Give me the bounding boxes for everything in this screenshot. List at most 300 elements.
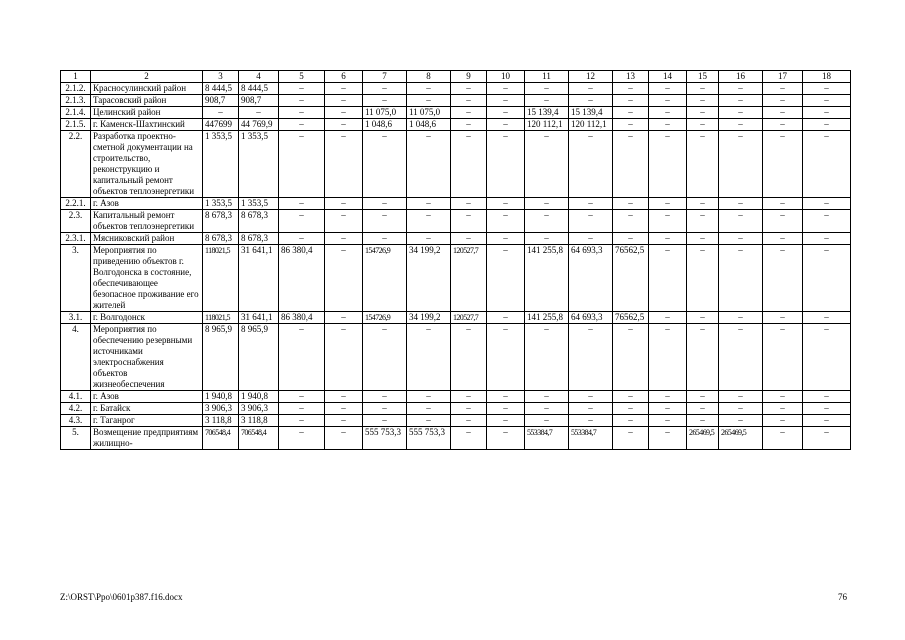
value-cell: – (687, 245, 719, 312)
column-number: 7 (363, 71, 407, 83)
value-cell: 8 678,3 (203, 233, 239, 245)
value-cell: – (719, 324, 763, 391)
value-cell: – (279, 131, 325, 198)
value-cell: 154726,9 (363, 312, 407, 324)
table-row (61, 312, 851, 324)
column-number: 10 (487, 71, 525, 83)
value-cell: – (279, 403, 325, 415)
value-cell: – (451, 198, 487, 210)
value-cell: – (525, 198, 569, 210)
table-row (61, 95, 851, 107)
value-cell: – (803, 324, 851, 391)
value-cell: – (525, 324, 569, 391)
value-cell: – (451, 427, 487, 450)
value-cell: 555 753,3 (363, 427, 407, 450)
value-cell: – (451, 403, 487, 415)
value-cell: – (451, 131, 487, 198)
value-cell: – (363, 198, 407, 210)
value-cell: – (407, 391, 451, 403)
value-cell: – (763, 119, 803, 131)
value-cell: 15 139,4 (525, 107, 569, 119)
value-cell: – (487, 312, 525, 324)
value-cell: 1 353,5 (239, 131, 279, 198)
table-row (61, 131, 851, 198)
value-cell: – (763, 198, 803, 210)
value-cell: 8 678,3 (239, 233, 279, 245)
value-cell: 76562,5 (613, 245, 649, 312)
value-cell: – (525, 403, 569, 415)
value-cell: – (407, 95, 451, 107)
value-cell: 118021,5 (203, 312, 239, 324)
value-cell: – (803, 198, 851, 210)
value-cell: – (325, 391, 363, 403)
row-name: г. Азов (91, 198, 203, 210)
value-cell: – (325, 131, 363, 198)
value-cell: 86 380,4 (279, 312, 325, 324)
column-number: 6 (325, 71, 363, 83)
value-cell: – (363, 131, 407, 198)
value-cell: – (487, 107, 525, 119)
value-cell: – (525, 391, 569, 403)
value-cell: – (803, 403, 851, 415)
value-cell: 553384,7 (569, 427, 613, 450)
value-cell: – (719, 107, 763, 119)
column-number: 18 (803, 71, 851, 83)
value-cell: 8 965,9 (203, 324, 239, 391)
row-name: Капитальный ремонт объектов теплоэнергетики (91, 210, 203, 233)
column-number: 17 (763, 71, 803, 83)
value-cell: 154726,9 (363, 245, 407, 312)
column-number: 8 (407, 71, 451, 83)
value-cell: – (803, 83, 851, 95)
value-cell: – (363, 83, 407, 95)
table-row (61, 83, 851, 95)
value-cell: – (719, 245, 763, 312)
value-cell: – (525, 233, 569, 245)
value-cell: – (279, 83, 325, 95)
value-cell: – (803, 427, 851, 450)
value-cell: – (451, 415, 487, 427)
column-number: 13 (613, 71, 649, 83)
table-row (61, 198, 851, 210)
value-cell: – (363, 233, 407, 245)
value-cell: – (325, 403, 363, 415)
value-cell: – (279, 119, 325, 131)
value-cell: – (803, 131, 851, 198)
value-cell: – (569, 233, 613, 245)
value-cell: 8 965,9 (239, 324, 279, 391)
value-cell: – (279, 210, 325, 233)
value-cell: – (569, 83, 613, 95)
row-name: Мясниковский район (91, 233, 203, 245)
value-cell: 555 753,3 (407, 427, 451, 450)
value-cell: – (279, 107, 325, 119)
value-cell: 8 444,5 (239, 83, 279, 95)
value-cell: – (763, 107, 803, 119)
value-cell: – (649, 324, 687, 391)
value-cell: – (649, 198, 687, 210)
row-number: 2.1.5. (61, 119, 91, 131)
value-cell: – (487, 119, 525, 131)
value-cell: – (613, 83, 649, 95)
value-cell: – (363, 391, 407, 403)
value-cell: 118021,5 (203, 245, 239, 312)
value-cell: – (325, 198, 363, 210)
value-cell: – (613, 391, 649, 403)
table-row (61, 119, 851, 131)
value-cell: 31 641,1 (239, 245, 279, 312)
value-cell: – (325, 312, 363, 324)
value-cell: – (487, 391, 525, 403)
value-cell: – (719, 119, 763, 131)
value-cell: – (763, 391, 803, 403)
value-cell: – (803, 107, 851, 119)
value-cell: 706548,4 (203, 427, 239, 450)
column-number: 3 (203, 71, 239, 83)
value-cell: – (363, 324, 407, 391)
value-cell: 64 693,3 (569, 245, 613, 312)
row-number: 2.3. (61, 210, 91, 233)
value-cell: – (451, 324, 487, 391)
value-cell: – (719, 210, 763, 233)
value-cell: – (687, 233, 719, 245)
value-cell: – (613, 210, 649, 233)
value-cell: – (487, 210, 525, 233)
row-name: г. Азов (91, 391, 203, 403)
value-cell: 86 380,4 (279, 245, 325, 312)
value-cell: 1 048,6 (363, 119, 407, 131)
value-cell: 553384,7 (525, 427, 569, 450)
value-cell: – (763, 312, 803, 324)
value-cell: – (487, 83, 525, 95)
value-cell: – (649, 131, 687, 198)
table-row (61, 324, 851, 391)
value-cell: – (239, 107, 279, 119)
value-cell: 3 118,8 (203, 415, 239, 427)
value-cell: – (763, 403, 803, 415)
value-cell: – (279, 324, 325, 391)
value-cell: – (325, 233, 363, 245)
value-cell: 1 048,6 (407, 119, 451, 131)
value-cell: – (763, 83, 803, 95)
value-cell: – (525, 95, 569, 107)
value-cell: – (487, 198, 525, 210)
column-number: 4 (239, 71, 279, 83)
row-number: 2.3.1. (61, 233, 91, 245)
value-cell: – (487, 95, 525, 107)
value-cell: – (451, 83, 487, 95)
value-cell: – (451, 210, 487, 233)
value-cell: – (279, 427, 325, 450)
value-cell: – (719, 391, 763, 403)
row-number: 2.1.2. (61, 83, 91, 95)
value-cell: – (569, 403, 613, 415)
value-cell: 3 906,3 (239, 403, 279, 415)
value-cell: – (649, 233, 687, 245)
value-cell: – (325, 83, 363, 95)
value-cell: 120527,7 (451, 312, 487, 324)
value-cell: – (763, 233, 803, 245)
value-cell: – (687, 415, 719, 427)
row-name: Целинский район (91, 107, 203, 119)
value-cell: 1 353,5 (203, 131, 239, 198)
value-cell: – (613, 131, 649, 198)
value-cell: 3 906,3 (203, 403, 239, 415)
value-cell: – (407, 83, 451, 95)
value-cell: – (525, 415, 569, 427)
value-cell: – (687, 324, 719, 391)
value-cell: – (803, 245, 851, 312)
row-name: Тарасовский район (91, 95, 203, 107)
value-cell: 8 678,3 (203, 210, 239, 233)
value-cell: – (569, 324, 613, 391)
value-cell: – (325, 415, 363, 427)
value-cell: – (687, 131, 719, 198)
value-cell: – (325, 427, 363, 450)
value-cell: 15 139,4 (569, 107, 613, 119)
value-cell: – (649, 95, 687, 107)
value-cell: – (803, 415, 851, 427)
value-cell: – (487, 245, 525, 312)
value-cell: – (803, 391, 851, 403)
value-cell: – (803, 119, 851, 131)
value-cell: – (407, 403, 451, 415)
value-cell: 120527,7 (451, 245, 487, 312)
value-cell: – (763, 415, 803, 427)
value-cell: – (719, 415, 763, 427)
value-cell: 447699 (203, 119, 239, 131)
value-cell: – (687, 210, 719, 233)
value-cell: 8 678,3 (239, 210, 279, 233)
table-row (61, 427, 851, 450)
value-cell: 3 118,8 (239, 415, 279, 427)
column-number: 2 (91, 71, 203, 83)
table-row (61, 210, 851, 233)
table-row (61, 245, 851, 312)
value-cell: – (569, 198, 613, 210)
row-name: Мероприятия по приведению объектов г. Волгодонска в состояние, обеспечивающее безопасное проживание его жителей (91, 245, 203, 312)
row-number: 2.2.1. (61, 198, 91, 210)
value-cell: – (407, 233, 451, 245)
value-cell: – (363, 403, 407, 415)
row-name: Разработка проектно-сметной документации на строительство, реконструкцию и капитальный ремонт объектов теплоэнергетики (91, 131, 203, 198)
value-cell: – (613, 95, 649, 107)
row-number: 3.1. (61, 312, 91, 324)
value-cell: – (279, 233, 325, 245)
table-header-row (61, 71, 851, 83)
value-cell: 1 940,8 (239, 391, 279, 403)
value-cell: – (569, 391, 613, 403)
value-cell: – (763, 95, 803, 107)
row-number: 4.3. (61, 415, 91, 427)
value-cell: 1 940,8 (203, 391, 239, 403)
value-cell: – (407, 324, 451, 391)
column-number: 5 (279, 71, 325, 83)
value-cell: – (803, 312, 851, 324)
value-cell: – (569, 210, 613, 233)
row-name: г. Каменск-Шахтинский (91, 119, 203, 131)
value-cell: – (451, 391, 487, 403)
column-number: 15 (687, 71, 719, 83)
row-name: г. Волгодонск (91, 312, 203, 324)
value-cell: – (487, 415, 525, 427)
value-cell: – (613, 198, 649, 210)
value-cell: – (687, 119, 719, 131)
row-name: Возмещение предприятиям жилищно- (91, 427, 203, 450)
value-cell: – (803, 210, 851, 233)
value-cell: – (407, 210, 451, 233)
value-cell: – (763, 210, 803, 233)
value-cell: – (649, 312, 687, 324)
value-cell: 8 444,5 (203, 83, 239, 95)
value-cell: 1 353,5 (203, 198, 239, 210)
value-cell: 265469,5 (687, 427, 719, 450)
value-cell: – (763, 131, 803, 198)
value-cell: – (451, 233, 487, 245)
row-name: г. Батайск (91, 403, 203, 415)
budget-table (60, 70, 851, 450)
table-row (61, 391, 851, 403)
value-cell: 1 353,5 (239, 198, 279, 210)
value-cell: – (649, 119, 687, 131)
value-cell: 265469,5 (719, 427, 763, 450)
value-cell: – (487, 427, 525, 450)
value-cell: – (487, 131, 525, 198)
row-number: 2.2. (61, 131, 91, 198)
row-number: 5. (61, 427, 91, 450)
value-cell: – (451, 119, 487, 131)
value-cell: – (325, 119, 363, 131)
column-number: 9 (451, 71, 487, 83)
value-cell: – (613, 403, 649, 415)
value-cell: 141 255,8 (525, 245, 569, 312)
value-cell: – (569, 95, 613, 107)
value-cell: 706548,4 (239, 427, 279, 450)
value-cell: – (649, 391, 687, 403)
value-cell: – (451, 107, 487, 119)
value-cell: – (687, 107, 719, 119)
table-row (61, 233, 851, 245)
value-cell: 120 112,1 (525, 119, 569, 131)
value-cell: – (719, 233, 763, 245)
value-cell: – (649, 415, 687, 427)
row-name: Мероприятия по обеспечению резервными источниками электроснабжения объектов жизнеобеспечения (91, 324, 203, 391)
value-cell: – (649, 427, 687, 450)
value-cell: – (569, 131, 613, 198)
value-cell: 34 199,2 (407, 245, 451, 312)
value-cell: 141 255,8 (525, 312, 569, 324)
column-number: 1 (61, 71, 91, 83)
document-path: Z:\ORST\Ppo\0601p387.f16.docx (60, 592, 183, 602)
value-cell: – (613, 119, 649, 131)
value-cell: – (763, 324, 803, 391)
value-cell: – (487, 233, 525, 245)
value-cell: – (325, 324, 363, 391)
value-cell: – (325, 107, 363, 119)
value-cell: – (569, 415, 613, 427)
value-cell: – (279, 198, 325, 210)
value-cell: 11 075,0 (407, 107, 451, 119)
value-cell: – (613, 324, 649, 391)
value-cell: – (719, 95, 763, 107)
value-cell: – (487, 324, 525, 391)
value-cell: – (649, 83, 687, 95)
value-cell: – (451, 95, 487, 107)
table-row (61, 107, 851, 119)
value-cell: – (763, 427, 803, 450)
value-cell: – (719, 198, 763, 210)
value-cell: – (687, 403, 719, 415)
row-number: 4.1. (61, 391, 91, 403)
row-number: 4. (61, 324, 91, 391)
value-cell: – (687, 312, 719, 324)
value-cell: – (763, 245, 803, 312)
value-cell: – (687, 391, 719, 403)
value-cell: – (407, 415, 451, 427)
value-cell: 120 112,1 (569, 119, 613, 131)
value-cell: – (613, 233, 649, 245)
row-number: 2.1.4. (61, 107, 91, 119)
row-number: 3. (61, 245, 91, 312)
value-cell: – (649, 245, 687, 312)
value-cell: – (803, 95, 851, 107)
value-cell: – (279, 415, 325, 427)
column-number: 11 (525, 71, 569, 83)
value-cell: – (803, 233, 851, 245)
value-cell: – (719, 403, 763, 415)
column-number: 12 (569, 71, 613, 83)
value-cell: 44 769,9 (239, 119, 279, 131)
value-cell: 34 199,2 (407, 312, 451, 324)
value-cell: 908,7 (239, 95, 279, 107)
table-row (61, 403, 851, 415)
value-cell: – (687, 83, 719, 95)
value-cell: – (525, 210, 569, 233)
table-row (61, 415, 851, 427)
value-cell: – (363, 210, 407, 233)
value-cell: – (719, 312, 763, 324)
value-cell: – (325, 245, 363, 312)
value-cell: – (279, 391, 325, 403)
value-cell: – (687, 95, 719, 107)
value-cell: – (203, 107, 239, 119)
value-cell: – (525, 131, 569, 198)
value-cell: 64 693,3 (569, 312, 613, 324)
row-number: 2.1.3. (61, 95, 91, 107)
value-cell: 908,7 (203, 95, 239, 107)
value-cell: 11 075,0 (363, 107, 407, 119)
value-cell: – (687, 198, 719, 210)
column-number: 16 (719, 71, 763, 83)
column-number: 14 (649, 71, 687, 83)
value-cell: – (363, 95, 407, 107)
value-cell: – (649, 403, 687, 415)
value-cell: – (719, 83, 763, 95)
value-cell: – (363, 415, 407, 427)
value-cell: – (649, 210, 687, 233)
value-cell: – (407, 198, 451, 210)
value-cell: 76562,5 (613, 312, 649, 324)
value-cell: – (487, 403, 525, 415)
page-number: 76 (838, 592, 847, 602)
value-cell: – (613, 427, 649, 450)
value-cell: – (325, 210, 363, 233)
value-cell: – (325, 95, 363, 107)
value-cell: – (719, 131, 763, 198)
value-cell: 31 641,1 (239, 312, 279, 324)
row-name: Красносулинский район (91, 83, 203, 95)
value-cell: – (613, 107, 649, 119)
